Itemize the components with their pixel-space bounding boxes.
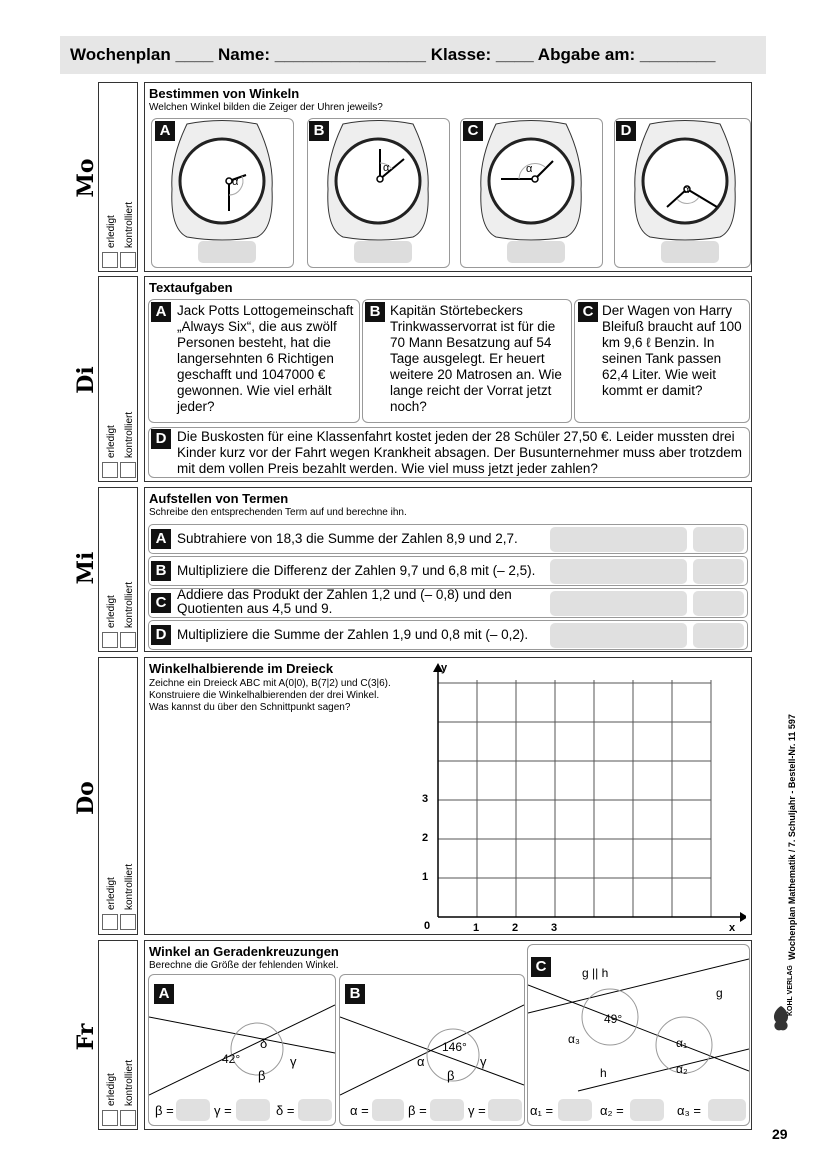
task-text-b: Kapitän Störtebeckers Trinkwasservorrat ist für die 70 Mann Besatzung auf 54 Tage ausgelegt. Er heuert weitere 20 Matrosen an. Wie lange reicht der Vorrat jetzt noch? bbox=[390, 303, 562, 414]
x-tick-label: 2 bbox=[512, 922, 519, 934]
checkbox-erledigt[interactable] bbox=[102, 1110, 118, 1126]
task-text-a: Jack Potts Lottogemeinschaft „Always Six“, die aus zwölf Personen besteht, hat die langersehnten 6 Richtigen geschafft und 1047000 € gewonnen. Wie viel erhält jeder? bbox=[177, 303, 354, 414]
answer-label: α = bbox=[350, 1103, 369, 1118]
term-answer-field[interactable] bbox=[550, 559, 687, 584]
answer-field[interactable] bbox=[558, 1099, 592, 1121]
x-tick-label: 3 bbox=[551, 922, 558, 934]
badge-a: A bbox=[151, 302, 171, 322]
axis-label-x: x bbox=[729, 922, 736, 934]
badge-a: A bbox=[151, 529, 171, 549]
angle-alpha1: α₁ bbox=[676, 1036, 687, 1050]
day-label-fr: Fr bbox=[73, 1023, 99, 1051]
day-label-mo: Mo bbox=[73, 158, 99, 198]
worksheet-header: Wochenplan ____ Name: ________________ Klasse: ____ Abgabe am: ________ bbox=[60, 36, 766, 74]
coordinate-grid[interactable] bbox=[410, 660, 746, 935]
label-kontrolliert: kontrolliert bbox=[124, 1059, 135, 1106]
badge-b: B bbox=[365, 302, 385, 322]
section-title: Textaufgaben bbox=[149, 280, 233, 295]
angle-beta: β bbox=[258, 1068, 266, 1083]
term-answer-field[interactable] bbox=[550, 623, 687, 648]
answer-label: β = bbox=[155, 1103, 174, 1118]
label-kontrolliert: kontrolliert bbox=[124, 201, 135, 248]
angle-delta: δ bbox=[260, 1036, 268, 1051]
checkbox-kontrolliert[interactable] bbox=[120, 1110, 136, 1126]
badge-d: D bbox=[151, 429, 171, 449]
badge-d: D bbox=[151, 625, 171, 645]
answer-label: γ = bbox=[214, 1103, 232, 1118]
label-erledigt: erledigt bbox=[106, 1073, 117, 1106]
term-answer-field[interactable] bbox=[550, 591, 687, 616]
line-g-label: g bbox=[716, 986, 723, 1000]
section-subtitle: Welchen Winkel bilden die Zeiger der Uhren jeweils? bbox=[149, 102, 383, 113]
angle-alpha3: α₃ bbox=[568, 1032, 580, 1046]
answer-label: γ = bbox=[468, 1103, 486, 1118]
angle-given: 42° bbox=[222, 1052, 241, 1066]
angle-label: α bbox=[683, 184, 690, 196]
side-order-text: Wochenplan Mathematik / 7. Schuljahr - Bestell-Nr. 11 597 bbox=[787, 714, 797, 960]
origin-label: 0 bbox=[424, 920, 431, 932]
answer-label: α₂ = bbox=[600, 1103, 624, 1118]
label-kontrolliert: kontrolliert bbox=[124, 411, 135, 458]
section-subtitle: Berechne die Größe der fehlenden Winkel. bbox=[149, 960, 339, 971]
checkbox-erledigt[interactable] bbox=[102, 252, 118, 268]
day-label-mi: Mi bbox=[73, 551, 99, 585]
y-tick-label: 2 bbox=[422, 832, 429, 844]
badge-c: C bbox=[151, 593, 171, 613]
badge-c: C bbox=[578, 302, 598, 322]
clock-a-graphic bbox=[152, 119, 293, 267]
label-erledigt: erledigt bbox=[106, 215, 117, 248]
instruction-line: Was kannst du über den Schnittpunkt sagen? bbox=[149, 702, 351, 713]
result-answer-field[interactable] bbox=[693, 527, 744, 552]
result-answer-field[interactable] bbox=[693, 559, 744, 584]
label-erledigt: erledigt bbox=[106, 877, 117, 910]
label-kontrolliert: kontrolliert bbox=[124, 863, 135, 910]
angle-label: α bbox=[232, 176, 239, 188]
angle-diagram-c bbox=[528, 945, 749, 1125]
task-text-c: Der Wagen von Harry Bleifuß braucht auf 100 km 9,6 ℓ Benzin. In seinen Tank passen 62,4 Liter. Wie weit kommt er damit? bbox=[602, 303, 742, 398]
result-answer-field[interactable] bbox=[693, 623, 744, 648]
badge-b: B bbox=[309, 121, 329, 141]
day-label-di: Di bbox=[73, 366, 99, 394]
day-label-do: Do bbox=[73, 781, 99, 815]
y-tick-label: 3 bbox=[422, 793, 429, 805]
answer-field[interactable] bbox=[708, 1099, 746, 1121]
clock-c-graphic bbox=[461, 119, 602, 267]
answer-field[interactable] bbox=[298, 1099, 332, 1121]
publisher-logo-icon bbox=[770, 1004, 782, 1028]
label-erledigt: erledigt bbox=[106, 595, 117, 628]
angle-given: 146° bbox=[442, 1040, 467, 1054]
checkbox-kontrolliert[interactable] bbox=[120, 914, 136, 930]
term-answer-field[interactable] bbox=[550, 527, 687, 552]
answer-label: α₁ = bbox=[530, 1103, 554, 1118]
result-answer-field[interactable] bbox=[693, 591, 744, 616]
checkbox-kontrolliert[interactable] bbox=[120, 252, 136, 268]
section-title: Aufstellen von Termen bbox=[149, 491, 289, 506]
angle-alpha2: α₂ bbox=[676, 1062, 688, 1076]
answer-field[interactable] bbox=[488, 1099, 522, 1121]
badge-b: B bbox=[151, 561, 171, 581]
badge-c: C bbox=[531, 957, 551, 977]
angle-beta: β bbox=[447, 1068, 455, 1083]
label-erledigt: erledigt bbox=[106, 425, 117, 458]
section-subtitle: Schreibe den entsprechenden Term auf und berechne ihn. bbox=[149, 507, 407, 518]
term-text-c: Addiere das Produkt der Zahlen 1,2 und (– 0,8) und den Quotienten aus 4,5 und 9. bbox=[177, 587, 512, 616]
answer-label: β = bbox=[408, 1103, 427, 1118]
line-h-label: h bbox=[600, 1066, 607, 1080]
angle-gamma: γ bbox=[290, 1054, 297, 1069]
angle-given: 49° bbox=[604, 1012, 623, 1026]
section-title: Winkelhalbierende im Dreieck bbox=[149, 661, 334, 676]
clock-b-graphic bbox=[308, 119, 449, 267]
answer-field[interactable] bbox=[630, 1099, 664, 1121]
label-kontrolliert: kontrolliert bbox=[124, 581, 135, 628]
term-text-d: Multipliziere die Summe der Zahlen 1,9 und 0,8 mit (– 0,2). bbox=[177, 627, 529, 642]
answer-label: δ = bbox=[276, 1103, 295, 1118]
checkbox-erledigt[interactable] bbox=[102, 632, 118, 648]
instruction-line: Zeichne ein Dreieck ABC mit A(0|0), B(7|2) und C(3|6). bbox=[149, 678, 391, 689]
answer-field[interactable] bbox=[176, 1099, 210, 1121]
answer-field[interactable] bbox=[236, 1099, 270, 1121]
parallel-note: g || h bbox=[582, 966, 609, 980]
angle-gamma: γ bbox=[480, 1054, 487, 1069]
badge-d: D bbox=[616, 121, 636, 141]
badge-a: A bbox=[154, 984, 174, 1004]
instruction-line: Konstruiere die Winkelhalbierenden der drei Winkel. bbox=[149, 690, 380, 701]
checkbox-kontrolliert[interactable] bbox=[120, 632, 136, 648]
answer-field[interactable] bbox=[372, 1099, 404, 1121]
badge-a: A bbox=[155, 121, 175, 141]
angle-label: α bbox=[383, 162, 390, 174]
angle-alpha: α bbox=[417, 1054, 425, 1069]
answer-label: α₃ = bbox=[677, 1103, 702, 1118]
checkbox-kontrolliert[interactable] bbox=[120, 462, 136, 478]
term-text-b: Multipliziere die Differenz der Zahlen 9,7 und 6,8 mit (– 2,5). bbox=[177, 563, 536, 578]
section-title: Winkel an Geradenkreuzungen bbox=[149, 944, 339, 959]
answer-field[interactable] bbox=[430, 1099, 464, 1121]
axis-label-y: y bbox=[441, 662, 448, 674]
term-text-a: Subtrahiere von 18,3 die Summe der Zahlen 8,9 und 2,7. bbox=[177, 531, 518, 546]
badge-c: C bbox=[463, 121, 483, 141]
page-number: 29 bbox=[772, 1126, 788, 1142]
badge-b: B bbox=[345, 984, 365, 1004]
checkbox-erledigt[interactable] bbox=[102, 914, 118, 930]
x-tick-label: 1 bbox=[473, 922, 480, 934]
section-title: Bestimmen von Winkeln bbox=[149, 86, 300, 101]
y-tick-label: 1 bbox=[422, 871, 429, 883]
x-axis-arrow bbox=[740, 912, 746, 922]
checkbox-erledigt[interactable] bbox=[102, 462, 118, 478]
publisher-name: KOHL VERLAG bbox=[787, 965, 794, 1016]
task-text-d: Die Buskosten für eine Klassenfahrt kostet jeden der 28 Schüler 27,50 €. Leider mussten drei Kinder kurz vor der Fahrt wegen Krankheit absagen. Der Busunternehmer muss aber trotzdem mit dem vollen Preis bezahlt werden. Wie viel muss jetzt jeder zahlen? bbox=[177, 429, 743, 476]
angle-label: α bbox=[526, 163, 533, 175]
